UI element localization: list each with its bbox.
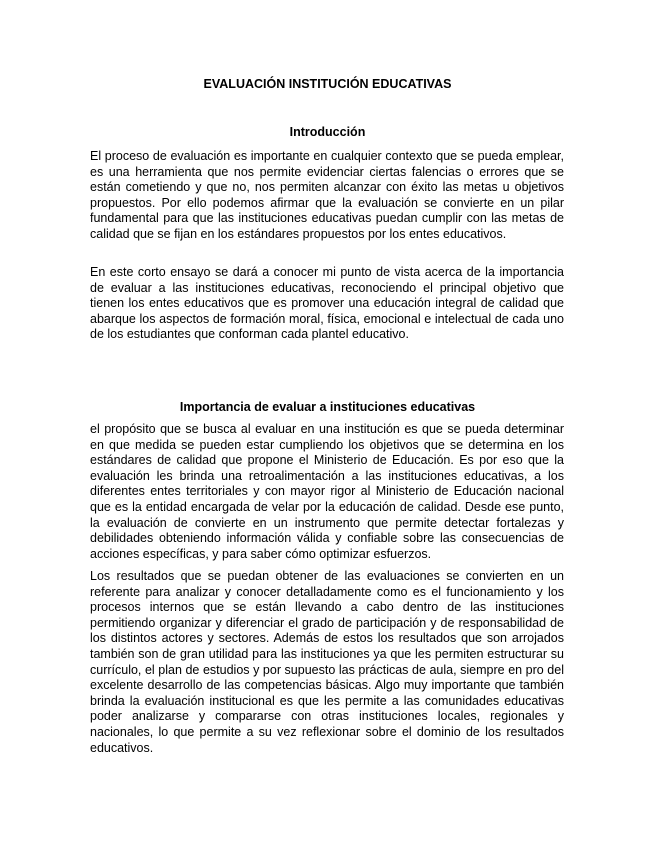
importance-paragraph-1: el propósito que se busca al evaluar en una institución es que se pueda determinar en que medida se pueden estar cumpliendo los objetivos que se determina en los estándares de calidad que propone el Ministerio de Educación. Es por eso que la evaluación les brinda una retroalimentación a las instituciones educativas, a los diferentes entes territoriales y con mayor rigor al Ministerio de Educación nacional que es la entidad encargada de velar por la educación de calidad. Desde ese punto, la evaluación de convierte en un instrumento que permite detectar fortalezas y debilidades obteniendo información válida y confiable sobre las consecuencias de acciones específicas, y para saber cómo optimizar esfuerzos. [90,422,564,561]
section-heading-importancia: Importancia de evaluar a instituciones educativas [179,400,476,414]
intro-paragraph-1: El proceso de evaluación es importante en cualquier contexto que se pueda emplear, es una herramienta que nos permite evidenciar ciertas falencias o errores que se están cometiendo y que no, nos permiten alcanzar con éxito las metas u objetivos propuestos. Por ello podemos afirmar que la evaluación se convierte en un pilar fundamental para que las instituciones educativas puedan cumplir con las metas de calidad que se fijan en los estándares propuestos por los entes educativos. [90,149,564,241]
intro-paragraph-2: En este corto ensayo se dará a conocer mi punto de vista acerca de la importancia de evaluar a las instituciones educativas, reconociendo el principal objetivo que tienen los entes educativos que es promover una educación integral de calidad que abarque los aspectos de formación moral, física, emocional e intelectual de cada uno de los estudiantes que conforman cada plantel educativo. [90,265,564,342]
importance-paragraph-2: Los resultados que se puedan obtener de las evaluaciones se convierten en un referente para analizar y conocer detalladamente como es el funcionamiento y los procesos internos que se están llevando a cabo dentro de las instituciones permitiendo organizar y diferenciar el grado de participación y de responsabilidad de los distintos actores y sectores. Además de estos los resultados que son arrojados también son de gran utilidad para las instituciones ya que les permiten estructurar su currículo, el plan de estudios y por supuesto las prácticas de aula, siempre en pro del excelente desarrollo de las competencias básicas. Algo muy importante que también brinda la evaluación institucional es que les permite a las comunidades educativas poder analizarse y compararse con otras instituciones locales, regionales y nacionales, lo que permite a su vez reflexionar sobre el dominio de los resultados educativos. [90,569,564,755]
document-title: EVALUACIÓN INSTITUCIÓN EDUCATIVAS [203,77,452,91]
section-heading-introduccion: Introducción [289,125,366,139]
